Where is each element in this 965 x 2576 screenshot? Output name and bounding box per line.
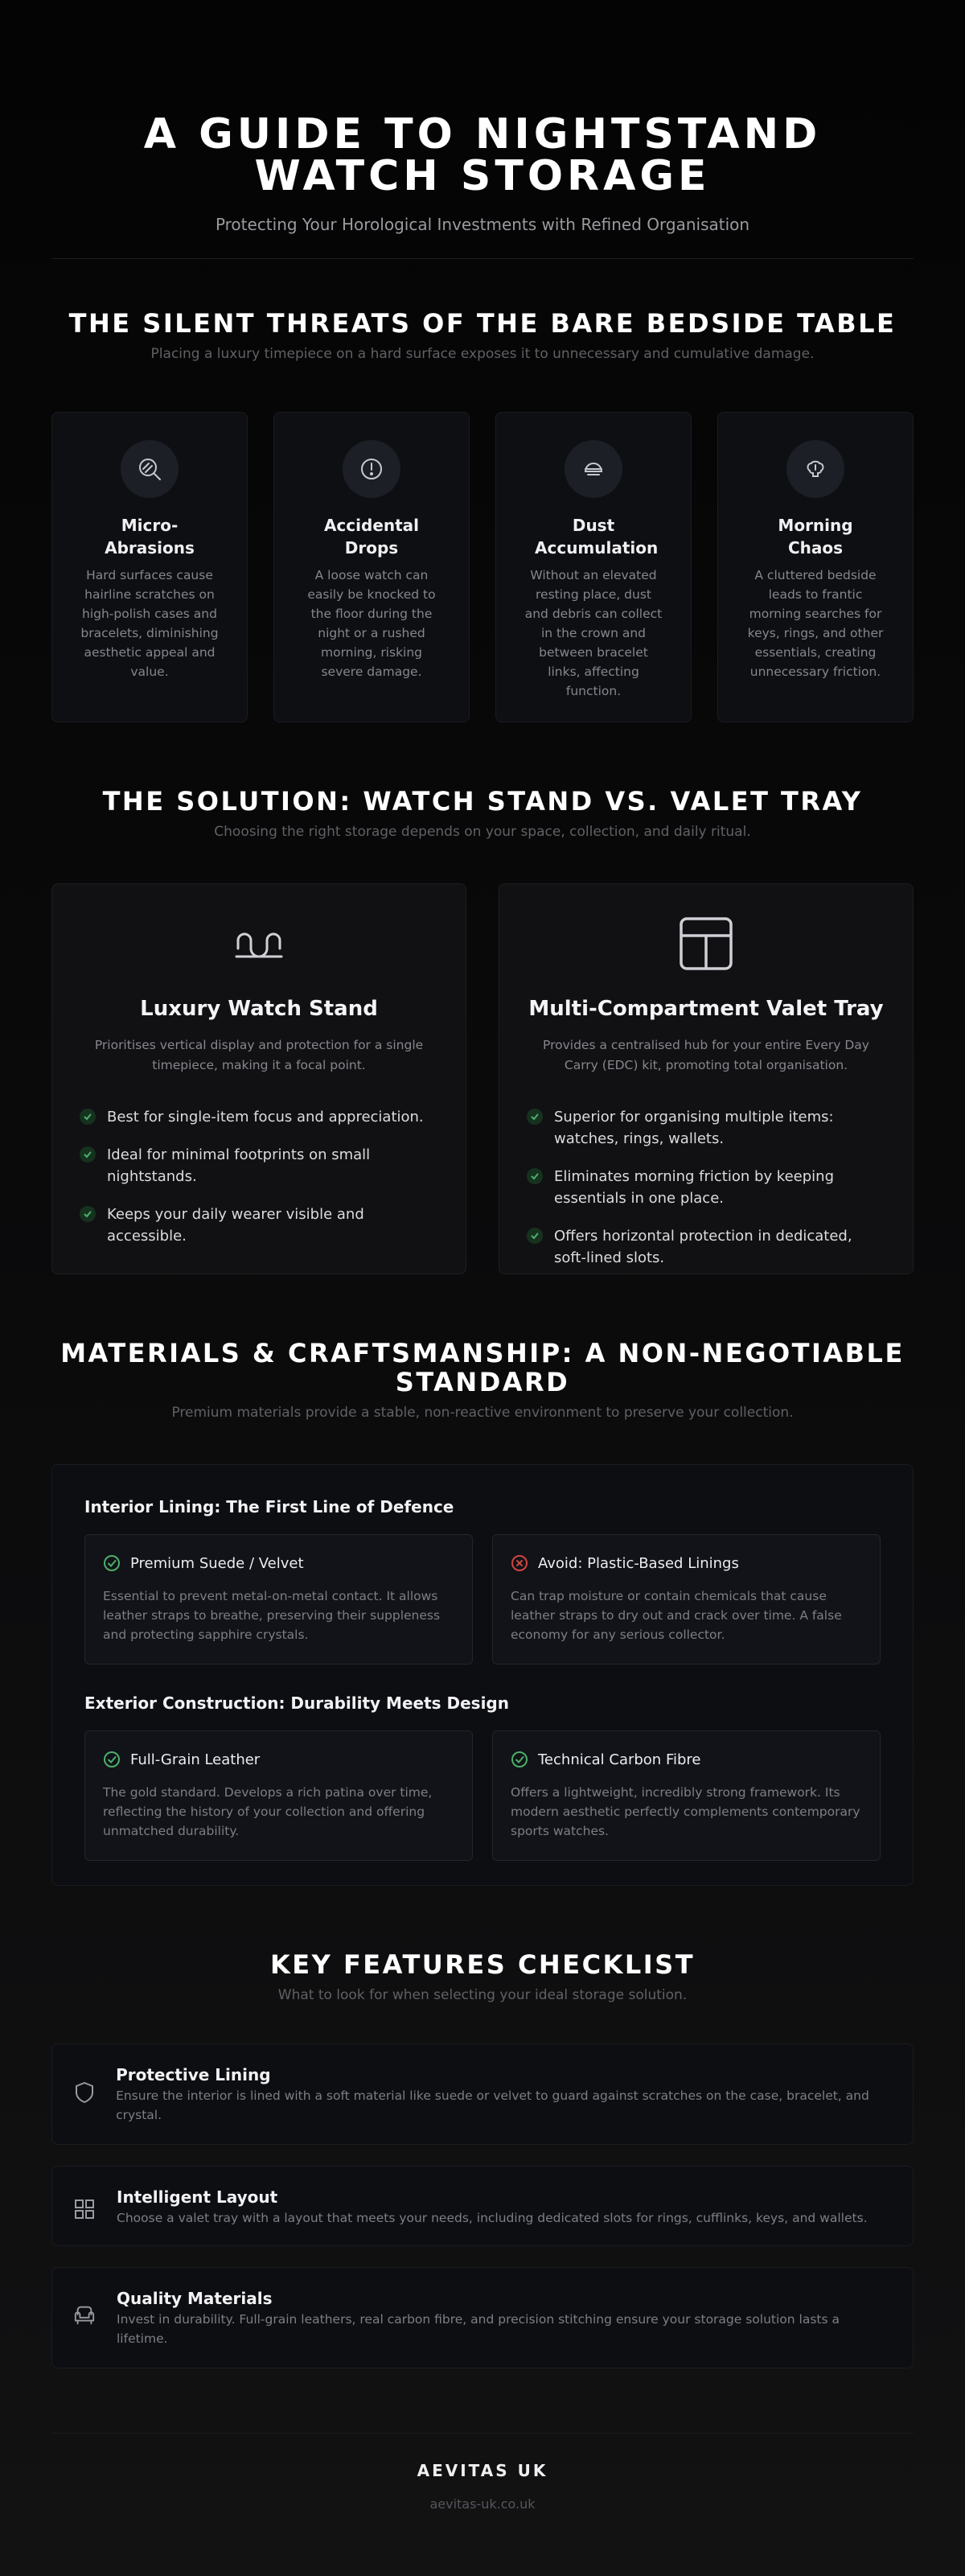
dust-helmet-icon [565, 440, 622, 498]
point-text: Ideal for minimal footprints on small nightstands. [107, 1146, 371, 1185]
solution-card-title: Luxury Watch Stand [140, 997, 378, 1021]
material-text: Can trap moisture or contain chemicals that cause leather straps to dry out and crack over time. A false economy for any serious collector. [511, 1589, 842, 1642]
solution-card-desc: Prioritises vertical display and protection for a single timepiece, making it a focal point. [94, 1038, 424, 1072]
checklist-section [51, 1950, 914, 2368]
header-spacer [51, 76, 914, 101]
armchair-icon [73, 2305, 96, 2326]
page-footer [51, 2433, 914, 2512]
materials-panel [51, 1464, 914, 1886]
brain-chaos-icon [786, 440, 844, 498]
materials-subtitle: Premium materials provide a stable, non-reactive environment to preserve your collection. [171, 1405, 794, 1421]
falling-clock-icon [343, 440, 400, 498]
point-text: Keeps your daily wearer visible and accessible. [107, 1206, 364, 1245]
page-subtitle: Protecting Your Horological Investments with Refined Organisation [215, 215, 750, 234]
checklist-title: KEY FEATURES CHECKLIST [269, 1949, 696, 1980]
point-text: Eliminates morning friction by keeping essentials in one place. [554, 1168, 835, 1207]
material-card-carbon [492, 1730, 881, 1861]
footer-site-link[interactable]: aevitas-uk.co.uk [429, 2496, 536, 2512]
check-icon [80, 1206, 96, 1222]
solution-subtitle: Choosing the right storage depends on your space, collection, and daily ritual. [214, 824, 751, 840]
threat-title: Micro-Abrasions [105, 516, 195, 558]
materials-section [51, 1339, 914, 1886]
page-header [51, 0, 914, 259]
threats-title: THE SILENT THREATS OF THE BARE BEDSIDE TABLE [68, 308, 897, 339]
material-title: Premium Suede / Velvet [130, 1554, 304, 1572]
feature-intelligent-layout [51, 2166, 914, 2246]
threat-card-morning-chaos [717, 412, 914, 722]
solution-card-title: Multi-Compartment Valet Tray [528, 997, 884, 1021]
threats-section [51, 309, 914, 722]
check-icon [80, 1146, 96, 1162]
feature-quality-materials [51, 2267, 914, 2368]
threat-text: A loose watch can easily be knocked to the floor during the night or a rushed morning, risking severe damage. [307, 568, 436, 679]
check-icon [527, 1228, 543, 1244]
footer-brand: AEVITAS UK [417, 2461, 548, 2480]
magnifier-scratch-icon [121, 440, 179, 498]
solution-card-desc: Provides a centralised hub for your entire Every Day Carry (EDC) kit, promoting total organisation. [543, 1038, 869, 1072]
material-text: Offers a lightweight, incredibly strong framework. Its modern aesthetic perfectly complements contemporary sports watches. [511, 1785, 860, 1838]
threat-grid [51, 412, 914, 722]
check-icon [527, 1109, 543, 1125]
materials-title: MATERIALS & CRAFTSMANSHIP: A NON-NEGOTIABLE STANDARD [60, 1338, 905, 1397]
material-title: Full-Grain Leather [130, 1751, 261, 1768]
solution-section [51, 787, 914, 1274]
interior-row [84, 1534, 881, 1665]
list-item [527, 1166, 885, 1209]
solution-card-watch-stand [51, 883, 466, 1274]
material-title: Technical Carbon Fibre [538, 1751, 701, 1768]
threat-card-accidental-drops [273, 412, 470, 722]
threat-title: Accidental Drops [323, 516, 420, 558]
threat-card-dust-accumulation [495, 412, 692, 722]
exterior-heading: Exterior Construction: Durability Meets Design [84, 1693, 509, 1713]
solution-grid [51, 883, 914, 1274]
threat-text: Hard surfaces cause hairline scratches on high-polish cases and bracelets, diminishing aesthetic appeal and value. [80, 568, 219, 679]
list-item [527, 1106, 885, 1150]
interior-heading: Interior Lining: The First Line of Defence [84, 1497, 454, 1516]
x-circle-icon [511, 1554, 528, 1572]
check-icon [80, 1109, 96, 1125]
footer-divider [51, 2433, 914, 2434]
threats-subtitle: Placing a luxury timepiece on a hard surface exposes it to unnecessary and cumulative damage. [150, 346, 815, 362]
material-text: Essential to prevent metal-on-metal contact. It allows leather straps to breathe, preserving their suppleness and protecting sapphire crystals. [103, 1589, 441, 1642]
list-item [80, 1106, 438, 1128]
threat-text: Without an elevated resting place, dust and debris can collect in the crown and between bracelet links, affecting function. [524, 568, 663, 698]
threat-card-micro-abrasions [51, 412, 248, 722]
feature-title: Quality Materials [117, 2289, 273, 2308]
check-icon [527, 1168, 543, 1184]
material-card-suede [84, 1534, 473, 1665]
material-text: The gold standard. Develops a rich patina over time, reflecting the history of your collection and offering unmatched durability. [103, 1785, 433, 1838]
solution-points [80, 1106, 438, 1247]
page-title: A GUIDE TO NIGHTSTAND WATCH STORAGE [143, 110, 822, 200]
shield-icon [73, 2081, 95, 2104]
check-circle-icon [103, 1554, 121, 1572]
feature-protective-lining [51, 2043, 914, 2145]
material-card-leather [84, 1730, 473, 1861]
material-title: Avoid: Plastic-Based Linings [538, 1554, 739, 1572]
material-card-plastic [492, 1534, 881, 1665]
list-item [527, 1225, 885, 1269]
list-item [80, 1204, 438, 1247]
solution-title: THE SOLUTION: WATCH STAND VS. VALET TRAY [102, 786, 863, 817]
list-item [80, 1144, 438, 1187]
header-divider [51, 258, 914, 259]
check-circle-icon [103, 1751, 121, 1768]
solution-card-valet-tray [499, 883, 914, 1274]
checklist-subtitle: What to look for when selecting your ideal storage solution. [277, 1987, 688, 2003]
point-text: Offers horizontal protection in dedicated, soft-lined slots. [554, 1228, 852, 1266]
check-circle-icon [511, 1751, 528, 1768]
solution-points [527, 1106, 885, 1269]
threat-title: Dust Accumulation [535, 516, 659, 558]
threat-text: A cluttered bedside leads to frantic morning searches for keys, rings, and other essentials, creating unnecessary friction. [747, 568, 884, 679]
valet-tray-icon [527, 913, 885, 974]
grid-layout-icon [73, 2199, 96, 2220]
feature-title: Protective Lining [116, 2065, 271, 2084]
feature-text: Invest in durability. Full-grain leathers, real carbon fibre, and precision stitching ensure your storage solution lasts a lifetime. [117, 2312, 840, 2346]
feature-text: Ensure the interior is lined with a soft material like suede or velvet to guard against scratches on the case, bracelet, and crystal. [116, 2088, 869, 2122]
feature-title: Intelligent Layout [117, 2187, 278, 2207]
threat-title: Morning Chaos [778, 516, 853, 558]
feature-text: Choose a valet tray with a layout that meets your needs, including dedicated slots for rings, cufflinks, keys, and wallets. [117, 2211, 868, 2225]
point-text: Best for single-item focus and appreciation. [107, 1109, 424, 1125]
exterior-row [84, 1730, 881, 1861]
point-text: Superior for organising multiple items: watches, rings, wallets. [554, 1109, 834, 1147]
watch-stand-icon [80, 913, 438, 974]
